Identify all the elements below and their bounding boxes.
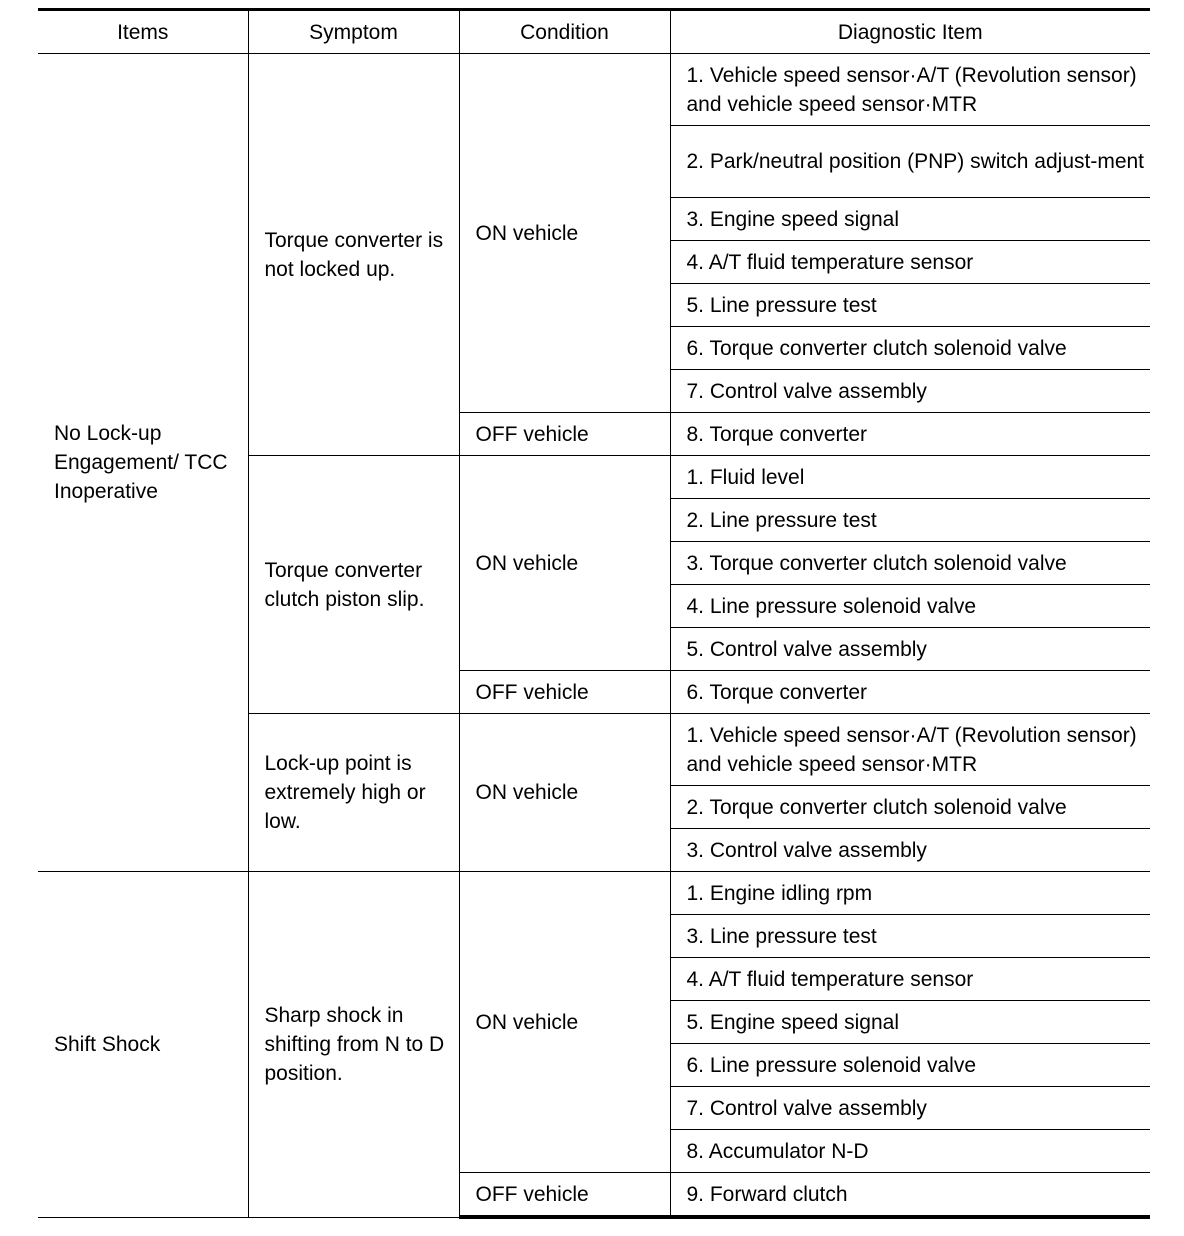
diagnostic-item-cell: 5. Engine speed signal [670, 1001, 1150, 1044]
diagnostic-item-cell: 5. Line pressure test [670, 284, 1150, 327]
condition-cell: ON vehicle [459, 54, 670, 413]
item-cell: No Lock-up Engagement/ TCC Inoperative [38, 54, 248, 872]
table-row [38, 54, 1150, 126]
condition-cell: ON vehicle [459, 456, 670, 671]
diagnostic-item-cell: 3. Line pressure test [670, 915, 1150, 958]
diagnostic-item-cell: 3. Engine speed signal [670, 198, 1150, 241]
diagnostic-item-cell: 8. Torque converter [670, 413, 1150, 456]
diagnostic-item-cell: 2. Line pressure test [670, 499, 1150, 542]
header-diagnostic-item: Diagnostic Item [670, 10, 1150, 54]
diagnostic-item-cell: 7. Control valve assembly [670, 370, 1150, 413]
header-symptom: Symptom [248, 10, 459, 54]
diagnostic-item-cell: 4. A/T fluid temperature sensor [670, 241, 1150, 284]
diagnostic-item-cell: 6. Line pressure solenoid valve [670, 1044, 1150, 1087]
diagnostic-item-cell: 4. A/T fluid temperature sensor [670, 958, 1150, 1001]
diagnostic-item-cell: 3. Control valve assembly [670, 829, 1150, 872]
item-cell: Shift Shock [38, 872, 248, 1218]
diagnostic-item-cell: 3. Torque converter clutch solenoid valve [670, 542, 1150, 585]
diagnostic-item-cell: 2. Torque converter clutch solenoid valve [670, 786, 1150, 829]
diagnostic-item-cell: 5. Control valve assembly [670, 628, 1150, 671]
diagnostic-item-cell: 2. Park/neutral position (PNP) switch adjust-ment [670, 126, 1150, 198]
diagnostic-item-cell: 1. Vehicle speed sensor·A/T (Revolution sensor) and vehicle speed sensor·MTR [670, 714, 1150, 786]
diagnostic-item-cell: 9. Forward clutch [670, 1173, 1150, 1218]
diagnostic-table [38, 8, 1150, 1219]
condition-cell: OFF vehicle [459, 413, 670, 456]
symptom-cell: Torque converter is not locked up. [248, 54, 459, 456]
condition-cell: ON vehicle [459, 714, 670, 872]
diagnostic-item-cell: 6. Torque converter clutch solenoid valve [670, 327, 1150, 370]
symptom-cell: Sharp shock in shifting from N to D position. [248, 872, 459, 1218]
diagnostic-item-cell: 6. Torque converter [670, 671, 1150, 714]
diagnostic-item-cell: 1. Vehicle speed sensor·A/T (Revolution sensor) and vehicle speed sensor·MTR [670, 54, 1150, 126]
condition-cell: ON vehicle [459, 872, 670, 1173]
header-items: Items [38, 10, 248, 54]
header-condition: Condition [459, 10, 670, 54]
diagnostic-item-cell: 8. Accumulator N-D [670, 1130, 1150, 1173]
condition-cell: OFF vehicle [459, 1173, 670, 1218]
symptom-cell: Lock-up point is extremely high or low. [248, 714, 459, 872]
diagnostic-item-cell: 1. Engine idling rpm [670, 872, 1150, 915]
header-row [38, 10, 1150, 54]
diagnostic-item-cell: 7. Control valve assembly [670, 1087, 1150, 1130]
condition-cell: OFF vehicle [459, 671, 670, 714]
symptom-cell: Torque converter clutch piston slip. [248, 456, 459, 714]
diagnostic-item-cell: 1. Fluid level [670, 456, 1150, 499]
diagnostic-item-cell: 4. Line pressure solenoid valve [670, 585, 1150, 628]
table-row [38, 872, 1150, 915]
